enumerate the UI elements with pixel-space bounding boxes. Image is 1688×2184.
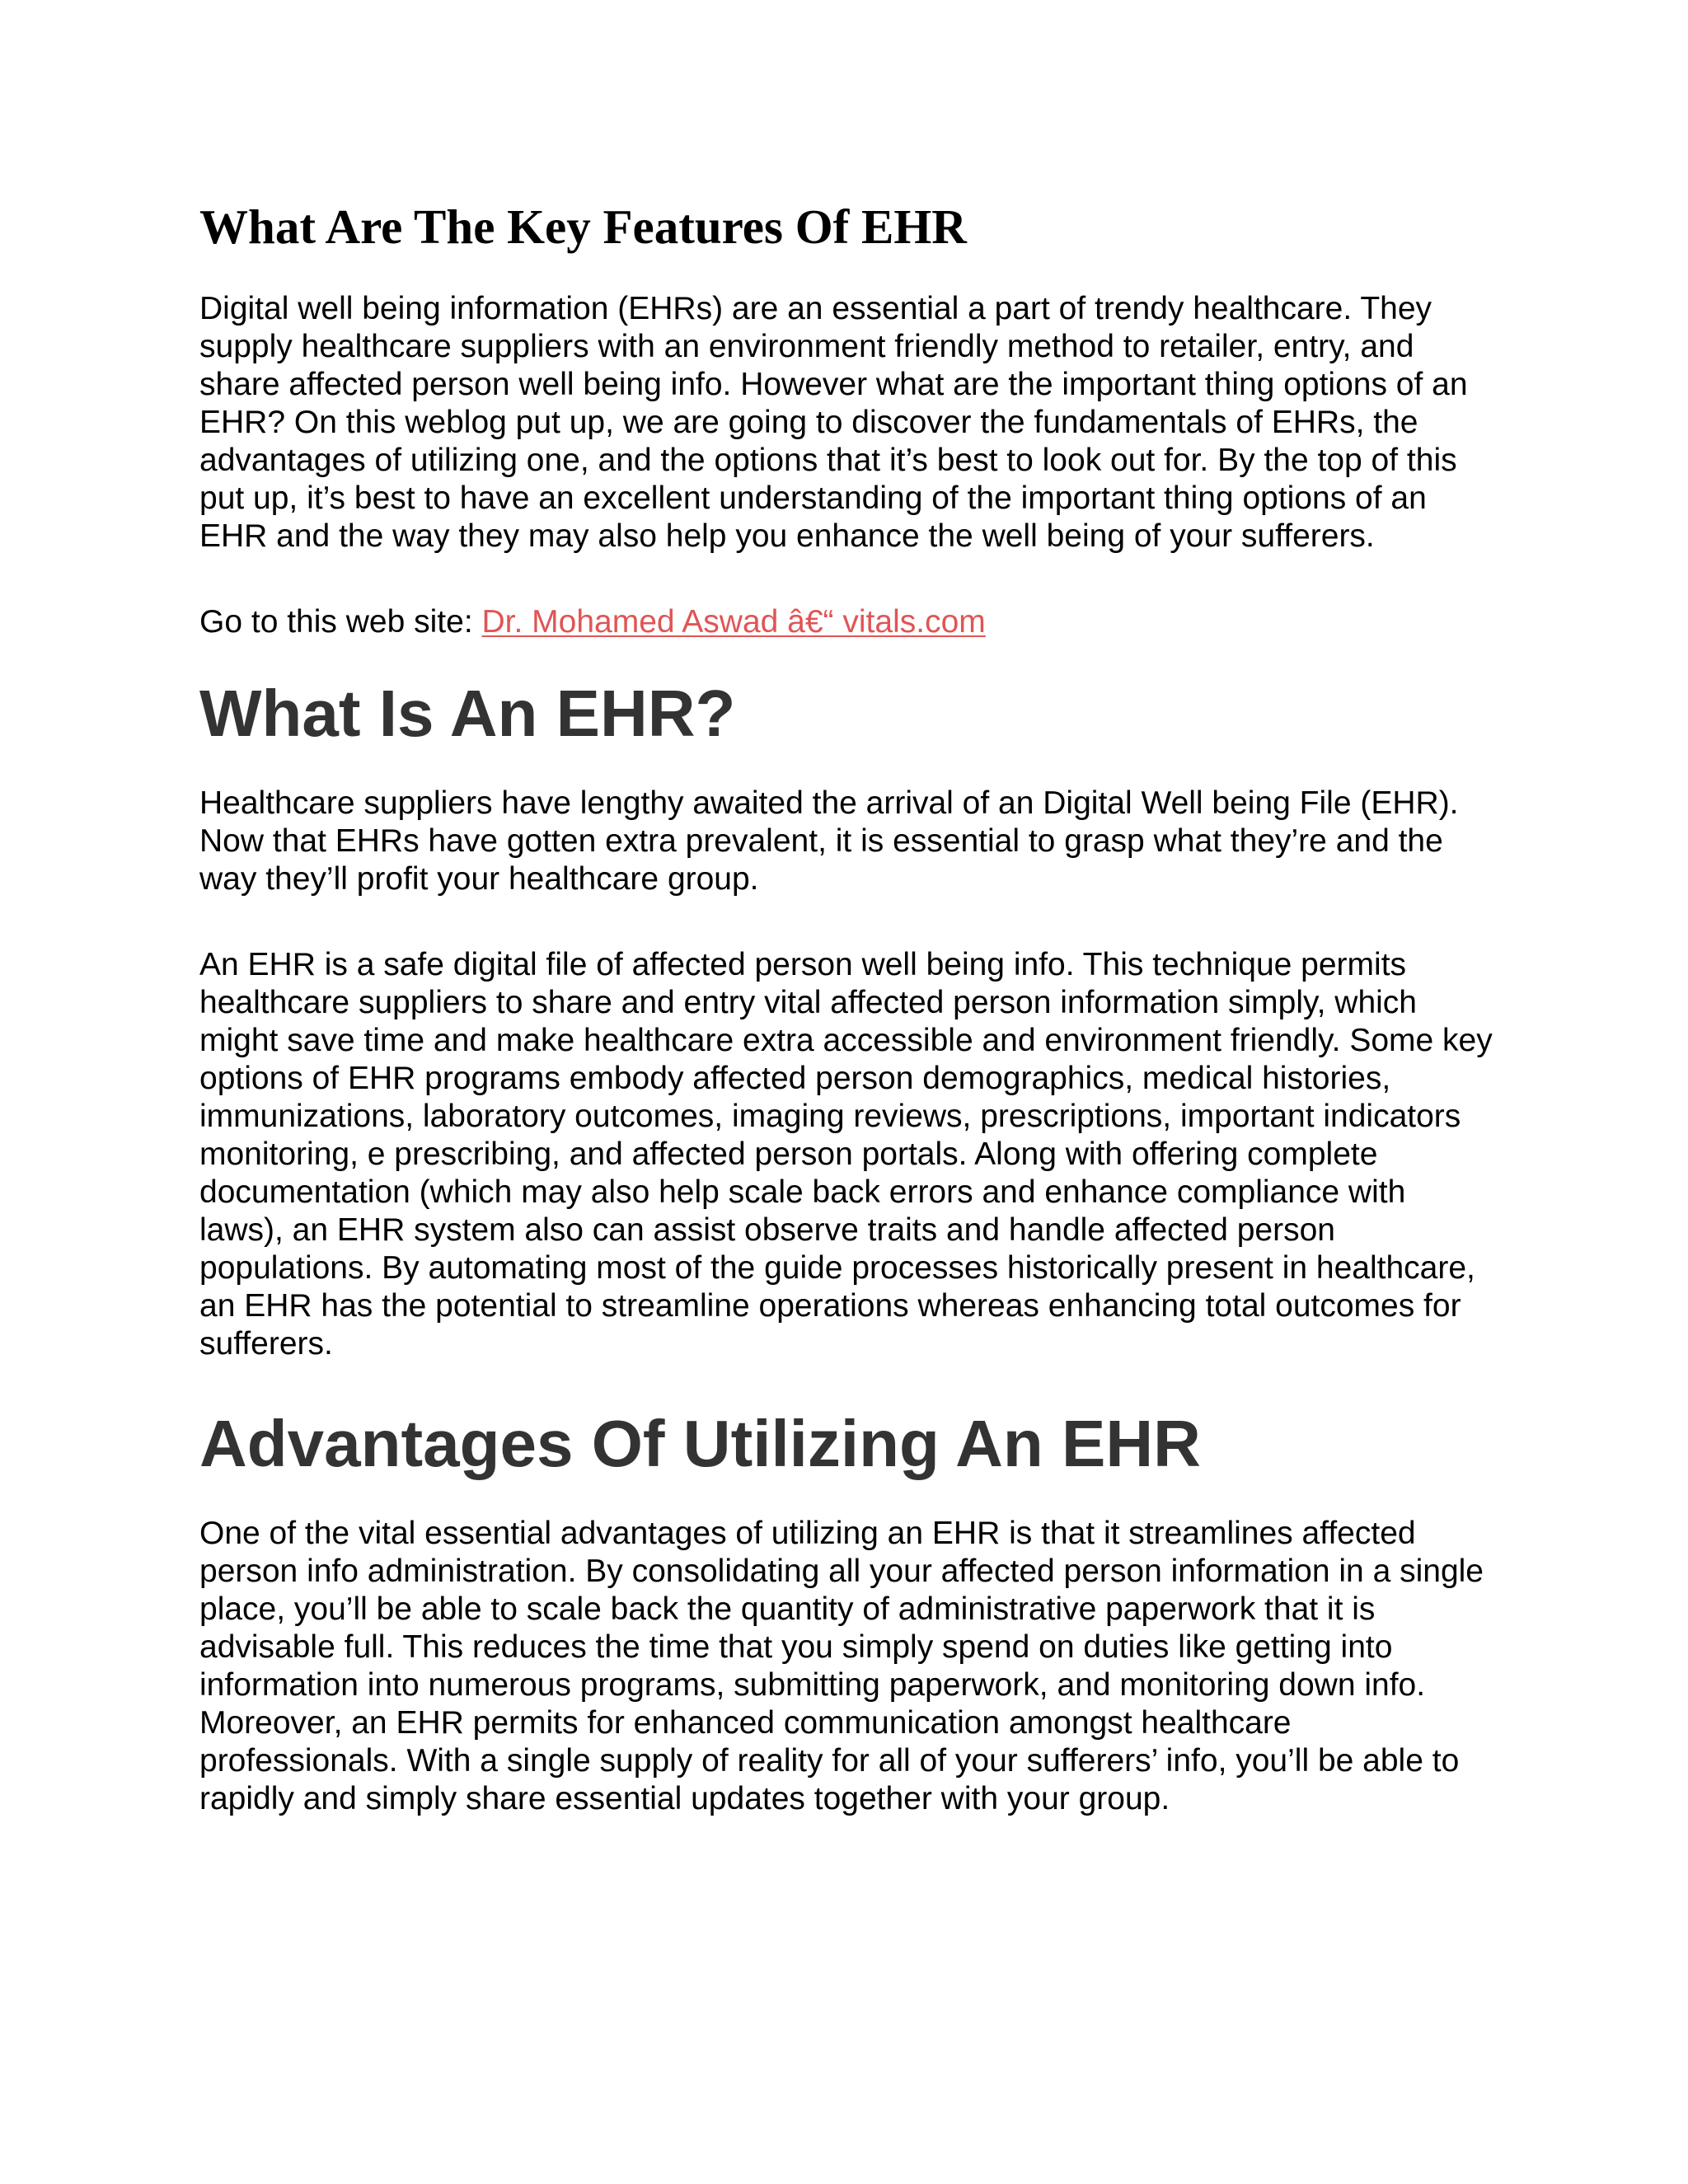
vitals-link[interactable]: Dr. Mohamed Aswad â€“ vitals.com bbox=[481, 604, 986, 640]
intro-paragraph: Digital well being information (EHRs) are an essential a part of trendy healthcare. They supply healthcare suppliers with an environment friendly method to retailer, entry, and share affected person well being info. However what are the important thing options of an EHR? On this weblog put up, we are going to discover the fundamentals of EHRs, the advantages of utilizing one, and the options that it’s best to look out for. By the top of this put up, it’s best to have an excellent understanding of the important thing options of an EHR and the way they may also help you enhance the well being of your sufferers. bbox=[199, 291, 1468, 554]
section-heading-advantages: Advantages Of Utilizing An EHR bbox=[199, 1407, 1201, 1480]
visit-website-line bbox=[199, 603, 1493, 641]
visit-prefix: Go to this web site: bbox=[199, 604, 482, 640]
what-is-ehr-paragraph-2: An EHR is a safe digital file of affected person well being info. This technique permits healthcare suppliers to share and entry vital affected person information simply, which might save time and make healthcare extra accessible and environment friendly. Some key options of EHR programs embody affected person demographics, medical histories, immunizations, laboratory outcomes, imaging reviews, prescriptions, important indicators monitoring, e prescribing, and affected person portals. Along with offering complete documentation (which may also help scale back errors and enhance compliance with laws), an EHR system also can assist observe traits and handle affected person populations. By automating most of the guide processes historically present in healthcare, an EHR has the potential to streamline operations whereas enhancing total outcomes for sufferers. bbox=[199, 947, 1493, 1361]
document-page bbox=[199, 198, 1493, 1818]
what-is-ehr-paragraph-1: Healthcare suppliers have lengthy awaited the arrival of an Digital Well being File (EHR). Now that EHRs have gotten extra prevalent, it is essential to grasp what they’re and the way they’ll profit your healthcare group. bbox=[199, 785, 1459, 897]
document-title: What Are The Key Features Of EHR bbox=[199, 199, 967, 254]
section-heading-what-is-ehr: What Is An EHR? bbox=[199, 677, 736, 750]
advantages-paragraph-1: One of the vital essential advantages of utilizing an EHR is that it streamlines affected person info administration. By consolidating all your affected person information in a single place, you’ll be able to scale back the quantity of administrative paperwork that it is advisable full. This reduces the time that you simply spend on duties like getting into information into numerous programs, submitting paperwork, and monitoring down info. Moreover, an EHR permits for enhanced communication amongst healthcare professionals. With a single supply of reality for all of your sufferers’ info, you’ll be able to rapidly and simply share essential updates together with your group. bbox=[199, 1516, 1484, 1816]
